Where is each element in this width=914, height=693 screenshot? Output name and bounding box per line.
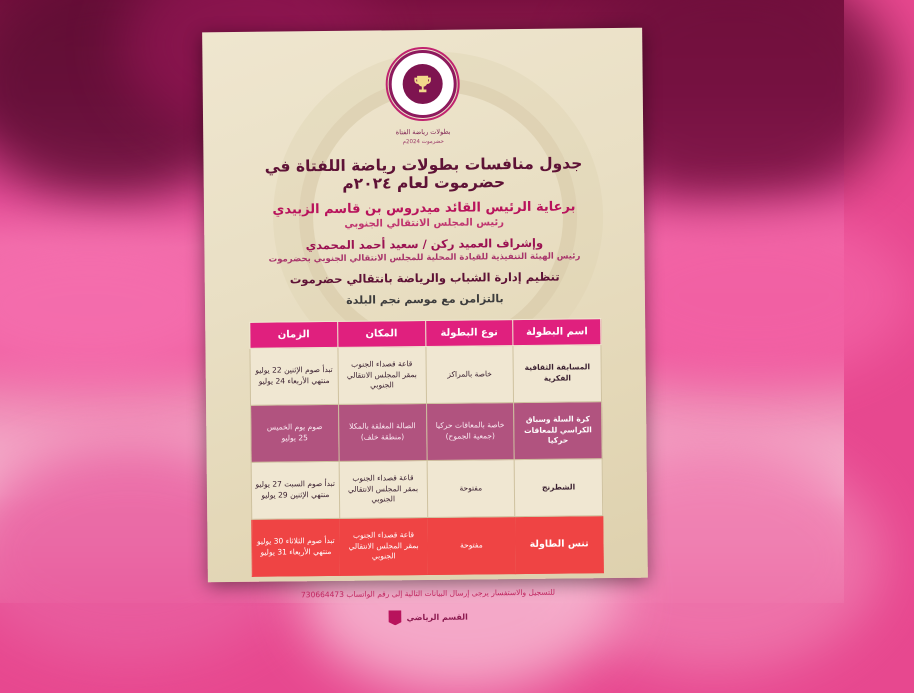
column-header-place: المكان: [337, 320, 425, 347]
patron-role: رئيس المجلس الانتقالي الجنوبي: [344, 217, 505, 230]
logo-badge: [388, 50, 457, 119]
footer-brand: [234, 608, 622, 627]
poster-logo: [228, 48, 617, 148]
occasion-label: بالتزامن مع موسم نجم البلدة: [346, 292, 504, 307]
schedule-table: [249, 318, 604, 577]
table-row: [250, 345, 602, 406]
brand-label: القسم الرياضي: [406, 612, 468, 623]
logo-caption: [229, 126, 617, 148]
cell-date: تبدأ صوم الإثنين 22 يوليو منتهي الأربعاء 24 يوليو: [250, 347, 338, 405]
cell-type: مفتوحة: [427, 460, 515, 518]
schedule-body: [250, 345, 603, 577]
column-header-name: اسم البطولة: [513, 319, 601, 346]
cell-name: الشطرنج: [514, 459, 602, 517]
table-row: [251, 459, 603, 520]
table-header-row: [250, 319, 601, 349]
registration-note: للتسجيل والاستفسار يرجى إرسال البيانات التالية إلى رقم الواتساب 730664473: [300, 587, 556, 600]
logo-caption-line2: حضرموت 2024م: [402, 138, 444, 145]
cell-name: المسابقة الثقافية الفكرية: [513, 345, 601, 403]
cell-name: تنس الطاولة: [515, 516, 603, 574]
cell-place: الصالة المغلقة بالمكلا (منطقة خلف): [338, 403, 426, 461]
cell-place: قاعة قصداء الجنوب بمقر المجلس الانتقالي الجنوبي: [339, 517, 427, 575]
cell-place: قاعة قصداء الجنوب بمقر المجلس الانتقالي الجنوبي: [339, 460, 427, 518]
organizer-label: تنظيم إدارة الشباب والرياضة بانتقالي حضرموت: [289, 269, 560, 287]
cell-date: صوم يوم الخميس 25 يوليو: [251, 404, 339, 462]
cell-place: قاعة قصداء الجنوب بمقر المجلس الانتقالي الجنوبي: [338, 346, 426, 404]
table-row: [251, 402, 603, 463]
cell-type: مفتوحة: [427, 517, 515, 575]
column-header-date: الزمان: [250, 321, 338, 348]
logo-caption-line1: بطولات رياضة الفتاة: [395, 127, 451, 137]
cell-name: كرة السلة وسباق الكراسي للمعاقات حركيا: [514, 402, 602, 460]
column-header-type: نوع البطولة: [425, 320, 513, 347]
page-title: جدول منافسات بطولات رياضة اللفتاة في حضرموت لعام ٢٠٢٤م: [264, 154, 583, 193]
patron-label: برعاية الرئيس القائد ميدروس بن قاسم الزبيدي: [272, 199, 576, 218]
table-row: [252, 516, 604, 577]
supervisor-label: وإشراف العميد ركن / سعيد أحمد المحمدي: [305, 235, 544, 253]
tournament-poster: [202, 28, 648, 623]
cell-type: خاصة بالمراكز: [425, 346, 513, 404]
supervisor-role: رئيس الهيئة التنفيذية للقيادة المحلية للمجلس الانتقالي الجنوبي بحضرموت: [268, 251, 581, 265]
shield-icon: [389, 610, 402, 625]
cell-date: تبدأ صوم السبت 27 يوليو منتهي الإثنين 29 يوليو: [251, 461, 339, 519]
cell-date: تبدأ صوم الثلاثاء 30 يوليو منتهي الأربعاء 31 يوليو: [252, 518, 340, 576]
cell-type: خاصة بالمعاقات حركيا (جمعية الجموح): [426, 403, 514, 461]
trophy-icon: [402, 64, 442, 104]
